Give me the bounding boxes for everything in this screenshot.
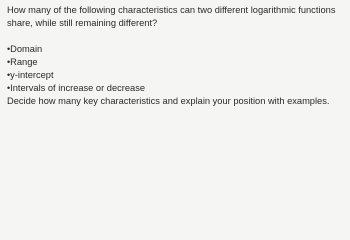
bullet-icon: • [7, 44, 11, 54]
list-item-label: Intervals of increase or decrease [10, 83, 146, 93]
list-item-range [7, 56, 347, 69]
question-block [7, 4, 347, 108]
bullet-icon: • [7, 57, 11, 67]
list-item-domain [7, 43, 347, 56]
list-item-label: Range [10, 57, 38, 67]
list-item-label: y-intercept [10, 70, 54, 80]
blank-line [7, 30, 347, 43]
list-item-label: Domain [10, 44, 43, 54]
characteristics-list [7, 43, 347, 95]
bullet-icon: • [7, 70, 11, 80]
list-item-intervals [7, 82, 347, 95]
instruction-text: Decide how many key characteristics and explain your position with examples. [7, 96, 330, 106]
question-text-line-2: share, while still remaining different? [7, 18, 158, 28]
list-item-y-intercept [7, 69, 347, 82]
bullet-icon: • [7, 83, 11, 93]
question-text-line-1: How many of the following characteristics can two different logarithmic functions [7, 5, 336, 15]
